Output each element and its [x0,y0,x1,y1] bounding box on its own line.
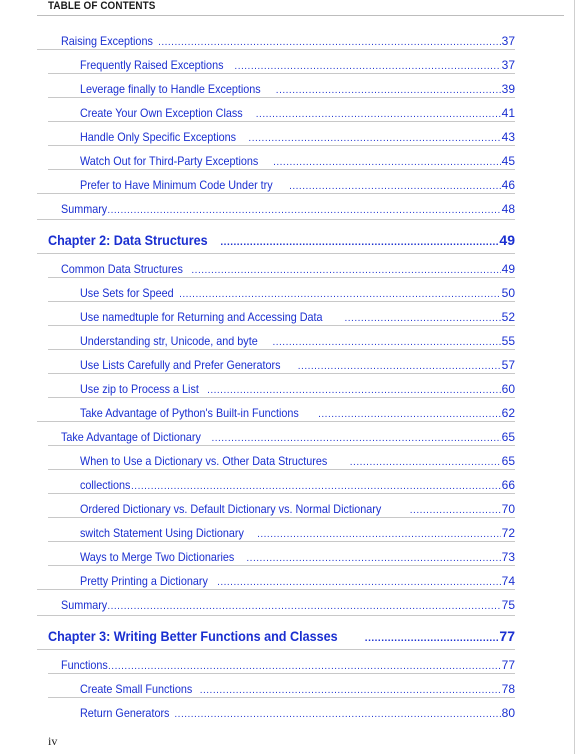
entry-divider [48,673,515,674]
toc-entry-zip[interactable] [80,376,515,396]
toc-entry-label: Understanding str, Unicode, and byte [80,334,258,348]
toc-entry-functions[interactable] [61,652,515,672]
entry-divider [37,649,515,650]
toc-entry-third-party-exceptions[interactable] [80,148,515,168]
footer-page-number: iv [48,734,58,748]
toc-entry-minimum-code-under-try[interactable] [80,172,515,192]
dot-leader [248,133,500,144]
entry-divider [37,49,515,50]
toc-entry-label: Prefer to Have Minimum Code Under try [80,178,273,192]
toc-entry-page: 41 [501,106,515,120]
dot-leader [131,481,501,492]
toc-entry-create-exception-class[interactable] [80,100,515,120]
toc-entry-label: Take Advantage of Python's Built-in Functions [80,406,299,420]
toc-entry-label: Ways to Merge Two Dictionaries [80,550,235,564]
toc-entry-page: 75 [501,598,515,612]
toc-entry-built-in-functions[interactable] [80,400,515,420]
toc-entry-page: 37 [501,34,515,48]
toc-entry-label: Pretty Printing a Dictionary [80,574,208,588]
entry-divider [48,697,515,698]
dot-leader [191,265,500,276]
toc-entry-lists-generators[interactable] [80,352,515,372]
dot-leader [272,337,500,348]
dot-leader [179,289,501,300]
toc-entry-frequently-raised-exceptions[interactable] [80,52,515,72]
toc-entry-page: 49 [499,232,515,248]
toc-entry-page: 77 [499,628,515,644]
toc-entry-merge-dictionaries[interactable] [80,544,515,564]
toc-entry-dictionary-vs-other[interactable] [80,448,515,468]
entry-divider [37,219,515,220]
dot-leader [365,633,499,644]
toc-chapter-2[interactable] [48,228,515,248]
toc-entry-label: Return Generators [80,706,170,720]
entry-divider [48,541,515,542]
entry-divider [48,565,515,566]
dot-leader [298,361,501,372]
toc-entry-page: 73 [501,550,515,564]
toc-entry-page: 65 [501,454,515,468]
toc-entry-page: 52 [501,310,515,324]
entry-divider [37,253,515,254]
toc-entry-page: 66 [501,478,515,492]
toc-entry-label: collections [80,478,131,492]
entry-divider [48,373,515,374]
toc-entry-label: Common Data Structures [61,262,183,276]
toc-entry-page: 37 [501,58,515,72]
toc-entry-leverage-finally[interactable] [80,76,515,96]
entry-divider [48,445,515,446]
entry-divider [48,397,515,398]
entry-divider [37,589,515,590]
toc-chapter-label: Chapter 3: Writing Better Functions and Classes [48,628,338,644]
entry-divider [48,517,515,518]
entry-divider [48,301,515,302]
entry-divider [48,169,515,170]
toc-entry-page: 62 [501,406,515,420]
dot-leader [158,37,501,48]
toc-entry-str-unicode-byte[interactable] [80,328,515,348]
toc-entry-label: Use Sets for Speed [80,286,174,300]
toc-entry-namedtuple[interactable] [80,304,515,324]
toc-entry-return-generators[interactable] [80,700,515,720]
dot-leader [273,157,501,168]
toc-chapter-label: Chapter 2: Data Structures [48,232,208,248]
dot-leader [276,85,501,96]
toc-entry-label: Watch Out for Third-Party Exceptions [80,154,259,168]
entry-divider [48,121,515,122]
dot-leader [257,529,501,540]
dot-leader [410,505,501,516]
toc-entry-page: 80 [501,706,515,720]
toc-entry-summary-2[interactable] [61,592,515,612]
running-header: TABLE OF CONTENTS [48,0,156,12]
toc-entry-page: 78 [501,682,515,696]
toc-entry-collections[interactable] [80,472,515,492]
toc-entry-handle-specific-exceptions[interactable] [80,124,515,144]
toc-entry-label: Summary [61,202,108,216]
toc-entry-label: Frequently Raised Exceptions [80,58,224,72]
toc-chapter-3[interactable] [48,624,515,644]
toc-entry-page: 46 [501,178,515,192]
dot-leader [207,385,501,396]
dot-leader [289,181,501,192]
dot-leader [108,661,501,672]
toc-entry-label: Ordered Dictionary vs. Default Dictionary vs. Normal Dictionary [80,502,382,516]
toc-entry-page: 70 [501,502,515,516]
toc-entry-small-functions[interactable] [80,676,515,696]
toc-entry-label: Use namedtuple for Returning and Accessing Data [80,310,323,324]
toc-entry-label: Take Advantage of Dictionary [61,430,201,444]
toc-entry-label: Summary [61,598,108,612]
entry-divider [48,325,515,326]
toc-entry-label: When to Use a Dictionary vs. Other Data Structures [80,454,328,468]
toc-entry-take-advantage-dictionary[interactable] [61,424,515,444]
entry-divider [48,277,515,278]
toc-entry-raising-exceptions[interactable] [61,28,515,48]
entry-divider [48,469,515,470]
entry-divider [37,615,515,616]
toc-entry-common-data-structures[interactable] [61,256,515,276]
toc-entry-label: Handle Only Specific Exceptions [80,130,237,144]
toc-entry-page: 50 [501,286,515,300]
toc-entry-ordered-dictionary[interactable] [80,496,515,516]
dot-leader [107,601,500,612]
toc-entry-page: 43 [501,130,515,144]
dot-leader [217,577,501,588]
toc-entry-label: switch Statement Using Dictionary [80,526,244,540]
header-rule [37,15,564,16]
toc-entry-page: 77 [501,658,515,672]
toc-entry-page: 74 [501,574,515,588]
toc-entry-label: Use Lists Carefully and Prefer Generators [80,358,281,372]
dot-leader [318,409,501,420]
dot-leader [200,685,501,696]
dot-leader [107,205,500,216]
toc-entry-pretty-printing[interactable] [80,568,515,588]
toc-entry-label: Leverage finally to Handle Exceptions [80,82,261,96]
dot-leader [234,61,500,72]
dot-leader [246,553,500,564]
toc-entry-page: 57 [501,358,515,372]
toc-entry-label: Raising Exceptions [61,34,153,48]
toc-entry-page: 45 [501,154,515,168]
entry-divider [48,349,515,350]
entry-divider [48,97,515,98]
toc-entry-label: Create Small Functions [80,682,193,696]
toc-entry-page: 49 [501,262,515,276]
dot-leader [350,457,501,468]
dot-leader [220,237,498,248]
toc-entry-page: 72 [501,526,515,540]
toc-entry-switch-statement[interactable] [80,520,515,540]
toc-entry-label: Functions [61,658,108,672]
toc-entry-page: 60 [501,382,515,396]
toc-entry-summary[interactable] [61,196,515,216]
toc-entry-label: Create Your Own Exception Class [80,106,243,120]
toc-entry-page: 55 [501,334,515,348]
entry-divider [48,73,515,74]
toc-entry-sets-for-speed[interactable] [80,280,515,300]
toc-entry-page: 65 [501,430,515,444]
dot-leader [211,433,500,444]
dot-leader [345,313,501,324]
toc-entry-page: 48 [501,202,515,216]
toc-entry-label: Use zip to Process a List [80,382,199,396]
dot-leader [256,109,501,120]
entry-divider [37,421,515,422]
entry-divider [48,493,515,494]
entry-divider [37,193,515,194]
entry-divider [48,145,515,146]
toc-entry-page: 39 [501,82,515,96]
dot-leader [174,709,500,720]
